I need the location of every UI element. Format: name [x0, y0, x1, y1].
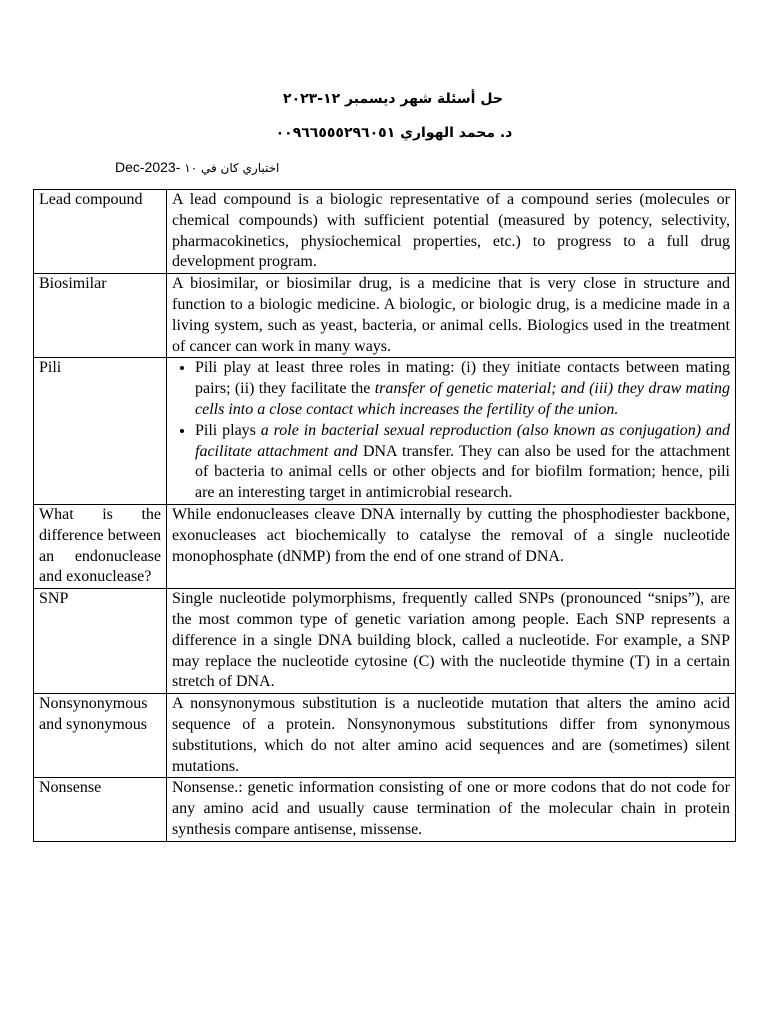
- definition-cell: A lead compound is a biologic representative of a compound series (molecules or chemical compounds) with sufficient potential (measured by potency, selectivity, pharmacokinetics, physiochemical properties, etc.) to progress to a full drug development program.: [167, 190, 736, 274]
- definition-cell: While endonucleases cleave DNA internally by cutting the phosphodiester backbone, exonucleases act biochemically to catalyse the removal of a single nucleotide monophosphate (dNMP) from the end of one strand of DNA.: [167, 504, 736, 588]
- table-row: [34, 778, 736, 841]
- bullet-italic-text: transfer of genetic material; and (iii) they draw mating cells into a close contact which increases the fertility of the union.: [195, 380, 730, 418]
- bullet-item: [195, 358, 730, 420]
- term-cell: What is the difference between an endonuclease and exonuclease?: [34, 504, 167, 588]
- bullet-text: Pili play at least three roles in mating: (i) they initiate contacts between mating pairs; (ii) they facilitate the: [195, 359, 730, 398]
- term-cell: Lead compound: [34, 190, 167, 274]
- exam-date-line: [115, 159, 279, 175]
- definition-cell: A biosimilar, or biosimilar drug, is a medicine that is very close in structure and function to a biologic medicine. A biologic, or biologic drug, is a medicine made in a living system, such as yeast, bacteria, or animal cells. Biologics used in the treatment of cancer can work in many ways.: [167, 274, 736, 358]
- bullet-text: Pili plays: [195, 421, 261, 439]
- definition-cell: Single nucleotide polymorphisms, frequently called SNPs (pronounced “snips”), are the most common type of genetic variation among people. Each SNP represents a difference in a single DNA building block, called a nucleotide. For example, a SNP may replace the nucleotide cytosine (C) with the nucleotide thymine (T) in a certain stretch of DNA.: [167, 589, 736, 694]
- exam-date-arabic: اختباري كان في ١٠: [184, 161, 280, 175]
- bullet-italic-text: a role in bacterial sexual reproduction (also known as conjugation) and facilitate attachment and: [195, 421, 730, 460]
- table-row: [34, 358, 736, 505]
- term-cell: SNP: [34, 589, 167, 694]
- bullet-list: [172, 358, 730, 504]
- definition-cell: [167, 358, 736, 505]
- table-row: [34, 504, 736, 588]
- document-title: حل أسئلة شهر ديسمبر ١٢-٢٠٢٣: [283, 91, 503, 107]
- term-cell: Nonsense: [34, 778, 167, 841]
- bullet-item: [195, 421, 730, 504]
- bullet-text: DNA transfer. They can also be used for the attachment of bacteria to animal cells or other objects and for biofilm formation; hence, pili are an interesting target in antimicrobial research.: [195, 442, 731, 502]
- definitions-table: [33, 189, 736, 842]
- author-line: د. محمد الهواري ٠٠٩٦٦٥٥٥٢٩٦٠٥١: [275, 125, 513, 141]
- definition-cell: A nonsynonymous substitution is a nucleotide mutation that alters the amino acid sequence of a protein. Nonsynonymous substitutions differ from synonymous substitutions, which do not alter amino acid sequences and are (sometimes) silent mutations.: [167, 694, 736, 778]
- term-cell: Pili: [34, 358, 167, 505]
- table-row: [34, 274, 736, 358]
- definition-cell: Nonsense.: genetic information consisting of one or more codons that do not code for any amino acid and usually cause termination of the molecular chain in protein synthesis compare antisense, missense.: [167, 778, 736, 841]
- term-cell: Nonsynonymous and synonymous: [34, 694, 167, 778]
- table-row: [34, 694, 736, 778]
- term-cell: Biosimilar: [34, 274, 167, 358]
- exam-date-latin: Dec-2023-: [115, 159, 185, 175]
- table-row: [34, 190, 736, 274]
- table-row: [34, 589, 736, 694]
